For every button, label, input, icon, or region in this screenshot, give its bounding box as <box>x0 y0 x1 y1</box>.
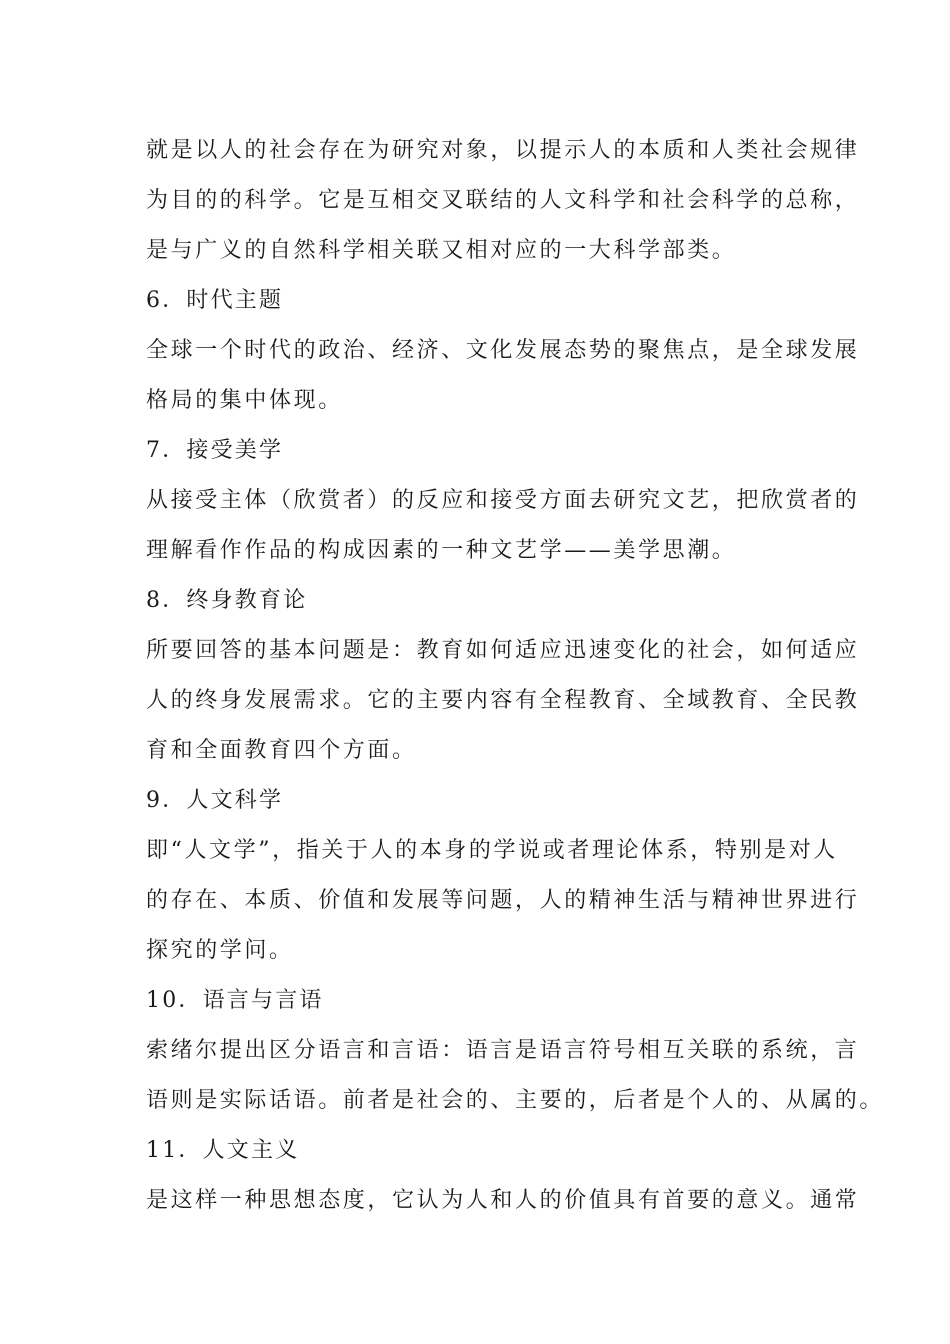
body-text-line: 索绪尔提出区分语言和言语：语言是语言符号相互关联的系统，言 <box>146 1038 860 1063</box>
section-heading: 6．时代主题 <box>146 288 284 313</box>
section-heading: 11．人文主义 <box>146 1138 300 1163</box>
section-heading: 9．人文科学 <box>146 788 284 813</box>
body-text-line: 是这样一种思想态度，它认为人和人的价值具有首要的意义。通常 <box>146 1188 860 1213</box>
body-text-line: 语则是实际话语。前者是社会的、主要的，后者是个人的、从属的。 <box>146 1088 885 1113</box>
body-text-line: 就是以人的社会存在为研究对象，以提示人的本质和人类社会规律 <box>146 138 860 163</box>
body-text-line: 理解看作作品的构成因素的一种文艺学——美学思潮。 <box>146 538 737 563</box>
body-text-line: 全球一个时代的政治、经济、文化发展态势的聚焦点，是全球发展 <box>146 338 860 363</box>
section-heading: 10．语言与言语 <box>146 988 324 1013</box>
body-text-line: 为目的的科学。它是互相交叉联结的人文科学和社会科学的总称， <box>146 188 860 213</box>
body-text-line: 从接受主体（欣赏者）的反应和接受方面去研究文艺，把欣赏者的 <box>146 488 860 513</box>
body-text-line: 即“人文学”，指关于人的本身的学说或者理论体系，特别是对人 <box>146 838 838 863</box>
body-text-line: 格局的集中体现。 <box>146 388 343 413</box>
body-text-line: 的存在、本质、价值和发展等问题，人的精神生活与精神世界进行 <box>146 888 860 913</box>
body-text-line: 是与广义的自然科学相关联又相对应的一大科学部类。 <box>146 238 737 263</box>
body-text-line: 育和全面教育四个方面。 <box>146 738 417 763</box>
section-heading: 7．接受美学 <box>146 438 284 463</box>
body-text-line: 所要回答的基本问题是：教育如何适应迅速变化的社会，如何适应 <box>146 638 860 663</box>
body-text-line: 人的终身发展需求。它的主要内容有全程教育、全域教育、全民教 <box>146 688 860 713</box>
section-heading: 8．终身教育论 <box>146 588 308 613</box>
body-text-line: 探究的学问。 <box>146 938 294 963</box>
